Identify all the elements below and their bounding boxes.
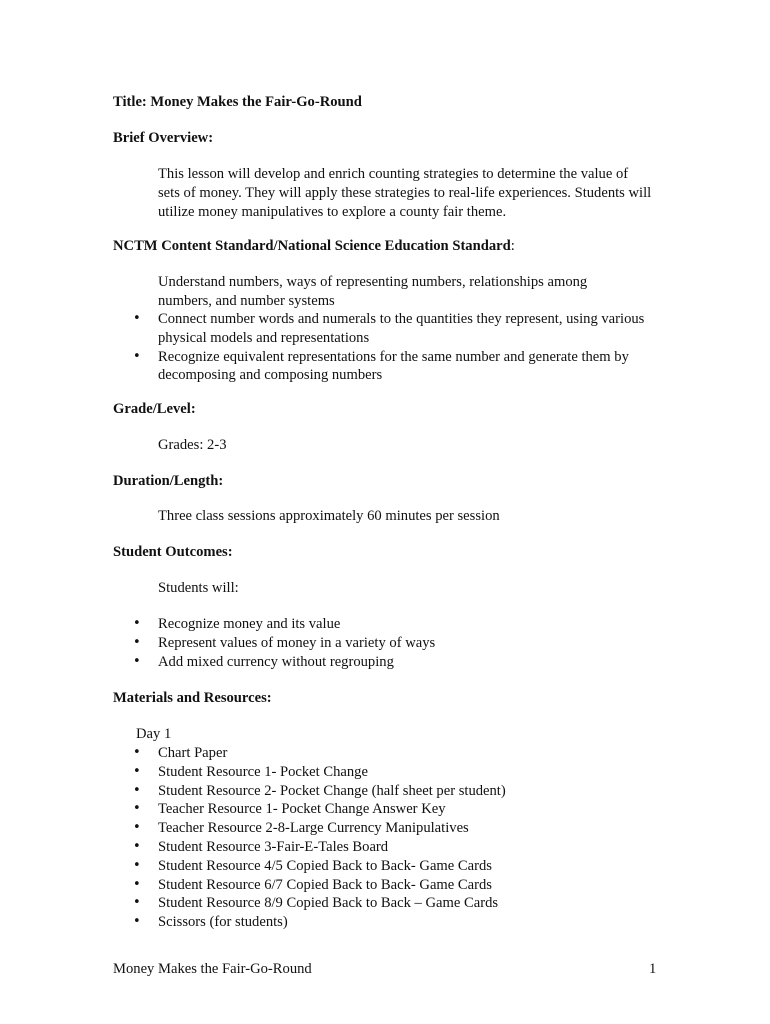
list-item: • Connect number words and numerals to the quantities they represent, using various physical models and representations [0, 310, 658, 348]
standard-bullet-list [0, 310, 658, 385]
duration-heading: Duration/Length: [113, 473, 224, 489]
list-item: • Recognize money and its value [0, 615, 658, 634]
list-item: • Scissors (for students) [0, 913, 658, 932]
list-item: • Student Resource 6/7 Copied Back to Back- Game Cards [0, 876, 658, 895]
materials-heading: Materials and Resources: [113, 690, 272, 706]
standard-intro: Understand numbers, ways of representing numbers, relationships among numbers, and number systems [158, 274, 588, 309]
outcomes-bullet-list [0, 615, 658, 671]
list-item: • Teacher Resource 1- Pocket Change Answer Key [0, 800, 658, 819]
list-item: • Recognize equivalent representations for the same number and generate them by decomposing and composing numbers [0, 348, 658, 386]
list-item: • Add mixed currency without regrouping [0, 653, 658, 672]
materials-bullet-list [0, 744, 658, 932]
standard-heading-line [113, 237, 515, 256]
materials-day-label: Day 1 [136, 726, 172, 742]
outcomes-intro: Students will: [158, 580, 239, 596]
grade-text: Grades: 2-3 [158, 437, 227, 453]
footer-title: Money Makes the Fair-Go-Round [113, 961, 312, 977]
list-item: • Student Resource 8/9 Copied Back to Back – Game Cards [0, 894, 658, 913]
overview-heading: Brief Overview: [113, 130, 214, 146]
outcomes-heading: Student Outcomes: [113, 544, 233, 560]
document-title: Title: Money Makes the Fair-Go-Round [113, 94, 362, 110]
standard-heading-colon: : [510, 238, 515, 254]
list-item: • Teacher Resource 2-8-Large Currency Manipulatives [0, 819, 658, 838]
list-item: • Chart Paper [0, 744, 658, 763]
grade-heading: Grade/Level: [113, 401, 196, 417]
list-item: • Student Resource 3-Fair-E-Tales Board [0, 838, 658, 857]
list-item: • Student Resource 1- Pocket Change [0, 763, 658, 782]
list-item: • Represent values of money in a variety of ways [0, 634, 658, 653]
list-item: • Student Resource 2- Pocket Change (half sheet per student) [0, 782, 658, 801]
standard-heading: NCTM Content Standard/National Science Education Standard [113, 238, 511, 254]
overview-text: This lesson will develop and enrich counting strategies to determine the value of sets of money. They will apply these strategies to real-life experiences. Students will utilize money manipulatives to explore a county fair theme. [158, 166, 652, 220]
list-item: • Student Resource 4/5 Copied Back to Back- Game Cards [0, 857, 658, 876]
page-number: 1 [649, 961, 657, 977]
duration-text: Three class sessions approximately 60 minutes per session [158, 508, 500, 524]
